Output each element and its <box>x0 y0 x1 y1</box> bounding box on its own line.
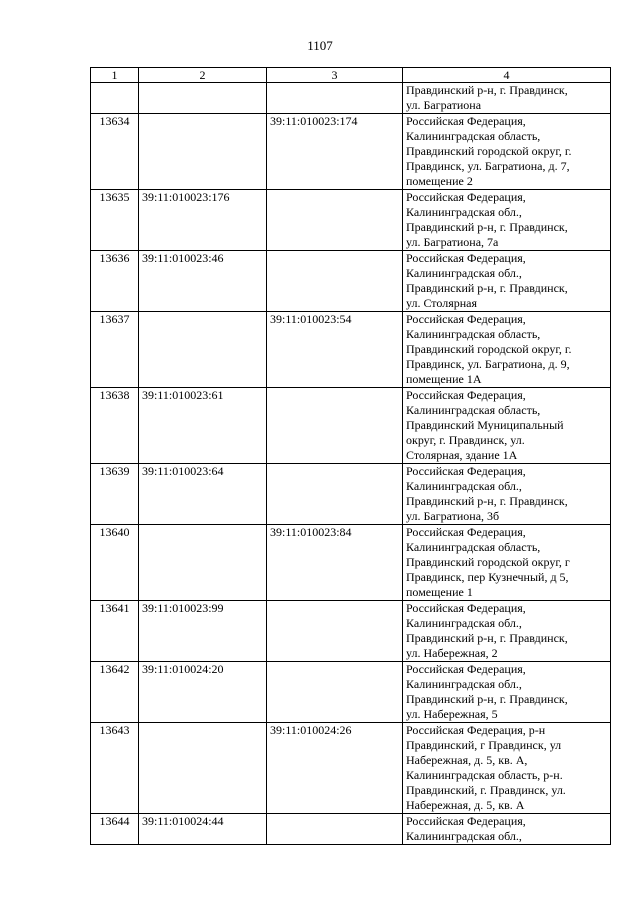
column-header-3: 3 <box>267 68 403 83</box>
cadastral-number-cell <box>139 83 267 114</box>
cadastral-number-cell <box>139 312 267 388</box>
table-row <box>91 464 611 525</box>
row-number-cell: 13641 <box>91 601 139 662</box>
cadastral-number-cell: 39:11:010023:176 <box>139 190 267 251</box>
cadastral-number-cell: 39:11:010024:20 <box>139 662 267 723</box>
address-cell: Российская Федерация, Калининградская область, Правдинский городской округ, г Правдинск, пер Кузнечный, д 5, помещение 1 <box>403 525 611 601</box>
address-cell: Российская Федерация, Калининградская обл., Правдинский р-н, г. Правдинск, ул. Набережная, 2 <box>403 601 611 662</box>
table-row <box>91 114 611 190</box>
column-header-1: 1 <box>91 68 139 83</box>
address-cell: Правдинский р-н, г. Правдинск, ул. Багратиона <box>403 83 611 114</box>
column-header-4: 4 <box>403 68 611 83</box>
object-cadastral-number-cell: 39:11:010023:174 <box>267 114 403 190</box>
table-row <box>91 251 611 312</box>
row-number-cell: 13638 <box>91 388 139 464</box>
row-number-cell <box>91 83 139 114</box>
object-cadastral-number-cell <box>267 662 403 723</box>
row-number-cell: 13635 <box>91 190 139 251</box>
object-cadastral-number-cell: 39:11:010023:84 <box>267 525 403 601</box>
object-cadastral-number-cell: 39:11:010023:54 <box>267 312 403 388</box>
cadastral-number-cell: 39:11:010024:44 <box>139 814 267 845</box>
address-cell: Российская Федерация, р-н Правдинский, г Правдинск, ул Набережная, д. 5, кв. А, Калининградская область, р-н. Правдинский, г. Правдинск, ул. Набережная, д. 5, кв. А <box>403 723 611 814</box>
table-row <box>91 601 611 662</box>
cadastral-number-cell: 39:11:010023:64 <box>139 464 267 525</box>
cadastral-number-cell: 39:11:010023:99 <box>139 601 267 662</box>
row-number-cell: 13642 <box>91 662 139 723</box>
object-cadastral-number-cell <box>267 464 403 525</box>
cadastral-number-cell: 39:11:010023:46 <box>139 251 267 312</box>
object-cadastral-number-cell <box>267 251 403 312</box>
address-cell: Российская Федерация, Калининградская обл., Правдинский р-н, г. Правдинск, ул. Столярная <box>403 251 611 312</box>
address-cell: Российская Федерация, Калининградская обл., <box>403 814 611 845</box>
table-row <box>91 83 611 114</box>
object-cadastral-number-cell <box>267 388 403 464</box>
table-row <box>91 190 611 251</box>
table-row <box>91 388 611 464</box>
address-cell: Российская Федерация, Калининградская область, Правдинский городской округ, г. Правдинск, ул. Багратиона, д. 7, помещение 2 <box>403 114 611 190</box>
row-number-cell: 13636 <box>91 251 139 312</box>
header-row <box>91 68 611 83</box>
table-row <box>91 723 611 814</box>
address-cell: Российская Федерация, Калининградская обл., Правдинский р-н, г. Правдинск, ул. Багратиона, 3б <box>403 464 611 525</box>
page-number: 1107 <box>307 38 333 53</box>
column-header-2: 2 <box>139 68 267 83</box>
registry-table <box>90 67 611 845</box>
row-number-cell: 13634 <box>91 114 139 190</box>
table-row <box>91 662 611 723</box>
cadastral-number-cell <box>139 723 267 814</box>
row-number-cell: 13639 <box>91 464 139 525</box>
cadastral-number-cell: 39:11:010023:61 <box>139 388 267 464</box>
table-body <box>91 83 611 845</box>
table-header <box>91 68 611 83</box>
row-number-cell: 13637 <box>91 312 139 388</box>
object-cadastral-number-cell <box>267 190 403 251</box>
address-cell: Российская Федерация, Калининградская обл., Правдинский р-н, г. Правдинск, ул. Набережная, 5 <box>403 662 611 723</box>
address-cell: Российская Федерация, Калининградская обл., Правдинский р-н, г. Правдинск, ул. Багратиона, 7а <box>403 190 611 251</box>
cadastral-number-cell <box>139 525 267 601</box>
address-cell: Российская Федерация, Калининградская область, Правдинский Муниципальный округ, г. Правдинск, ул. Столярная, здание 1А <box>403 388 611 464</box>
cadastral-number-cell <box>139 114 267 190</box>
row-number-cell: 13644 <box>91 814 139 845</box>
object-cadastral-number-cell <box>267 814 403 845</box>
row-number-cell: 13640 <box>91 525 139 601</box>
table-row <box>91 525 611 601</box>
object-cadastral-number-cell: 39:11:010024:26 <box>267 723 403 814</box>
table-row <box>91 312 611 388</box>
row-number-cell: 13643 <box>91 723 139 814</box>
address-cell: Российская Федерация, Калининградская область, Правдинский городской округ, г. Правдинск, ул. Багратиона, д. 9, помещение 1А <box>403 312 611 388</box>
table-row <box>91 814 611 845</box>
object-cadastral-number-cell <box>267 83 403 114</box>
object-cadastral-number-cell <box>267 601 403 662</box>
